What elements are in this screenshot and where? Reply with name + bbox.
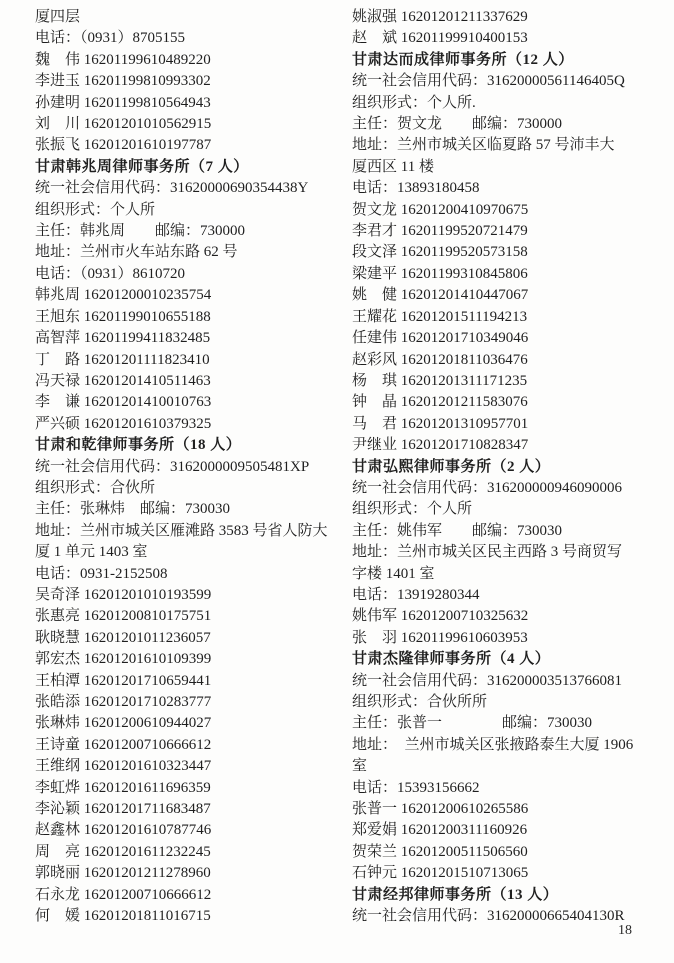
text-line: 李 谦 16201201410010763 xyxy=(35,394,212,411)
text-line: 字楼 1401 室 xyxy=(352,565,435,582)
firm-heading: 甘肃弘熙律师事务所（2 人） xyxy=(352,458,551,475)
text-line: 石永龙 16201200710666612 xyxy=(35,886,212,903)
text-line: 厦西区 11 楼 xyxy=(352,158,434,175)
text-line: 电话：13893180458 xyxy=(352,180,480,197)
text-line: 张皓添 16201201710283777 xyxy=(35,694,212,710)
text-line: 电话：（0931）8610720 xyxy=(35,265,186,282)
text-line: 孙建明 16201199810564943 xyxy=(35,94,211,111)
text-line: 组织形式：合伙所 xyxy=(35,479,156,496)
text-line: 尹继业 16201201710828347 xyxy=(352,437,529,454)
text-line: 吴奇泽 16201201010193599 xyxy=(35,586,212,603)
text-line: 王耀花 16201201511194213 xyxy=(352,308,528,325)
text-line: 地址：兰州市火车站东路 62 号 xyxy=(35,244,238,261)
text-line: 统一社会信用代码：316200003513766081 xyxy=(352,672,623,689)
text-line: 地址：兰州市城关区民主西路 3 号商贸写 xyxy=(352,544,623,561)
text-line: 张 羽 16201199610603953 xyxy=(352,629,528,646)
text-line: 马 君 16201201310957701 xyxy=(352,415,529,432)
text-line: 主任：张琳炜 邮编：730030 xyxy=(35,501,231,518)
text-line: 李沁颖 16201201711683487 xyxy=(35,801,211,818)
text-line: 魏 伟 16201199610489220 xyxy=(35,51,211,68)
text-line: 贺文龙 16201200410970675 xyxy=(352,201,529,218)
text-line: 王维纲 16201201610323447 xyxy=(35,758,212,775)
text-line: 张普一 16201200610265586 xyxy=(352,801,529,818)
text-line: 郑爱娟 16201200311160926 xyxy=(352,822,528,839)
text-column-right xyxy=(352,7,668,927)
text-line: 高智萍 16201199411832485 xyxy=(35,330,211,347)
text-line: 李虹烨 16201201611696359 xyxy=(35,779,211,796)
firm-heading: 甘肃和乾律师事务所（18 人） xyxy=(35,437,242,454)
text-line: 统一社会信用代码：31620000690354438Y xyxy=(35,180,309,197)
firm-heading: 甘肃经邦律师事务所（13 人） xyxy=(352,886,559,903)
text-line: 地址：兰州市城关区临夏路 57 号沛丰大 xyxy=(352,137,615,154)
text-line: 周 亮 16201201611232245 xyxy=(35,843,211,860)
text-line: 电话：13919280344 xyxy=(352,586,480,603)
text-line: 贺荣兰 16201200511506560 xyxy=(352,843,528,860)
text-line: 主任：韩兆周 邮编：730000 xyxy=(35,223,246,240)
text-line: 梁建平 16201199310845806 xyxy=(352,265,528,282)
text-line: 李君才 16201199520721479 xyxy=(352,223,528,240)
text-line: 王旭东 16201199010655188 xyxy=(35,308,211,325)
text-line: 地址： 兰州市城关区张掖路泰生大厦 1906 xyxy=(352,736,634,753)
text-line: 主任：姚伟军 邮编：730030 xyxy=(352,522,563,539)
text-line: 李进玉 16201199810993302 xyxy=(35,73,211,90)
text-line: 石钟元 16201201510713065 xyxy=(352,865,529,882)
text-line: 王诗童 16201200710666612 xyxy=(35,736,212,753)
text-line: 耿晓慧 16201201011236057 xyxy=(35,629,211,646)
text-line: 姚 健 16201201410447067 xyxy=(352,287,529,304)
firm-heading: 甘肃杰隆律师事务所（4 人） xyxy=(352,651,551,668)
text-line: 电话：15393156662 xyxy=(352,779,480,796)
text-line: 统一社会信用代码：31620000665404130R xyxy=(352,908,625,925)
text-line: 任建伟 16201201710349046 xyxy=(352,330,529,347)
text-line: 段文泽 16201199520573158 xyxy=(352,244,528,261)
text-line: 王柏潭 16201201710659441 xyxy=(35,672,212,689)
text-line: 统一社会信用代码：31620000561146405Q xyxy=(352,73,625,90)
text-line: 组织形式：合伙所所 xyxy=(352,694,488,710)
text-line: 厦四层 xyxy=(35,9,81,25)
text-line: 赵彩风 16201201811036476 xyxy=(352,351,528,368)
text-line: 主任：张普一 邮编：730030 xyxy=(352,715,593,732)
text-line: 冯天禄 16201201410511463 xyxy=(35,372,211,389)
text-line: 刘 川 16201201010562915 xyxy=(35,116,212,133)
text-line: 严兴硕 16201201610379325 xyxy=(35,415,212,432)
text-line: 姚淑强 16201201211337629 xyxy=(352,9,528,25)
text-line: 张琳炜 16201200610944027 xyxy=(35,715,212,732)
text-line: 统一社会信用代码：3162000009505481XP xyxy=(35,458,310,475)
text-line: 赵 斌 16201199910400153 xyxy=(352,30,528,47)
page-number: 18 xyxy=(618,923,632,938)
text-line: 组织形式：个人所 xyxy=(35,201,156,218)
text-line: 杨 琪 16201201311171235 xyxy=(352,372,528,389)
text-line: 姚伟军 16201200710325632 xyxy=(352,608,529,625)
firm-heading: 甘肃韩兆周律师事务所（7 人） xyxy=(35,158,249,175)
text-column-left xyxy=(35,7,351,927)
firm-heading: 甘肃达而成律师事务所（12 人） xyxy=(352,51,574,68)
text-line: 地址：兰州市城关区雁滩路 3583 号省人防大 xyxy=(35,522,328,539)
text-line: 韩兆周 16201200010235754 xyxy=(35,287,212,304)
text-line: 室 xyxy=(352,758,368,775)
text-line: 钟 晶 16201201211583076 xyxy=(352,394,528,411)
text-line: 张惠亮 16201200810175751 xyxy=(35,608,212,625)
text-line: 何 媛 16201201811016715 xyxy=(35,908,211,925)
text-line: 郭晓丽 16201201211278960 xyxy=(35,865,211,882)
text-line: 郭宏杰 16201201610109399 xyxy=(35,651,212,668)
text-line: 丁 路 16201201111823410 xyxy=(35,351,210,368)
text-line: 主任：贺文龙 邮编：730000 xyxy=(352,116,563,133)
text-line: 厦 1 单元 1403 室 xyxy=(35,544,148,561)
text-line: 电话：（0931）8705155 xyxy=(35,30,186,47)
text-line: 电话：0931-2152508 xyxy=(35,565,168,582)
text-line: 组织形式：个人所 xyxy=(352,501,473,518)
text-line: 统一社会信用代码：316200000946090006 xyxy=(352,479,623,496)
text-line: 赵鑫林 16201201610787746 xyxy=(35,822,212,839)
text-line: 张振飞 16201201610197787 xyxy=(35,137,212,154)
text-line: 组织形式：个人所. xyxy=(352,94,476,111)
